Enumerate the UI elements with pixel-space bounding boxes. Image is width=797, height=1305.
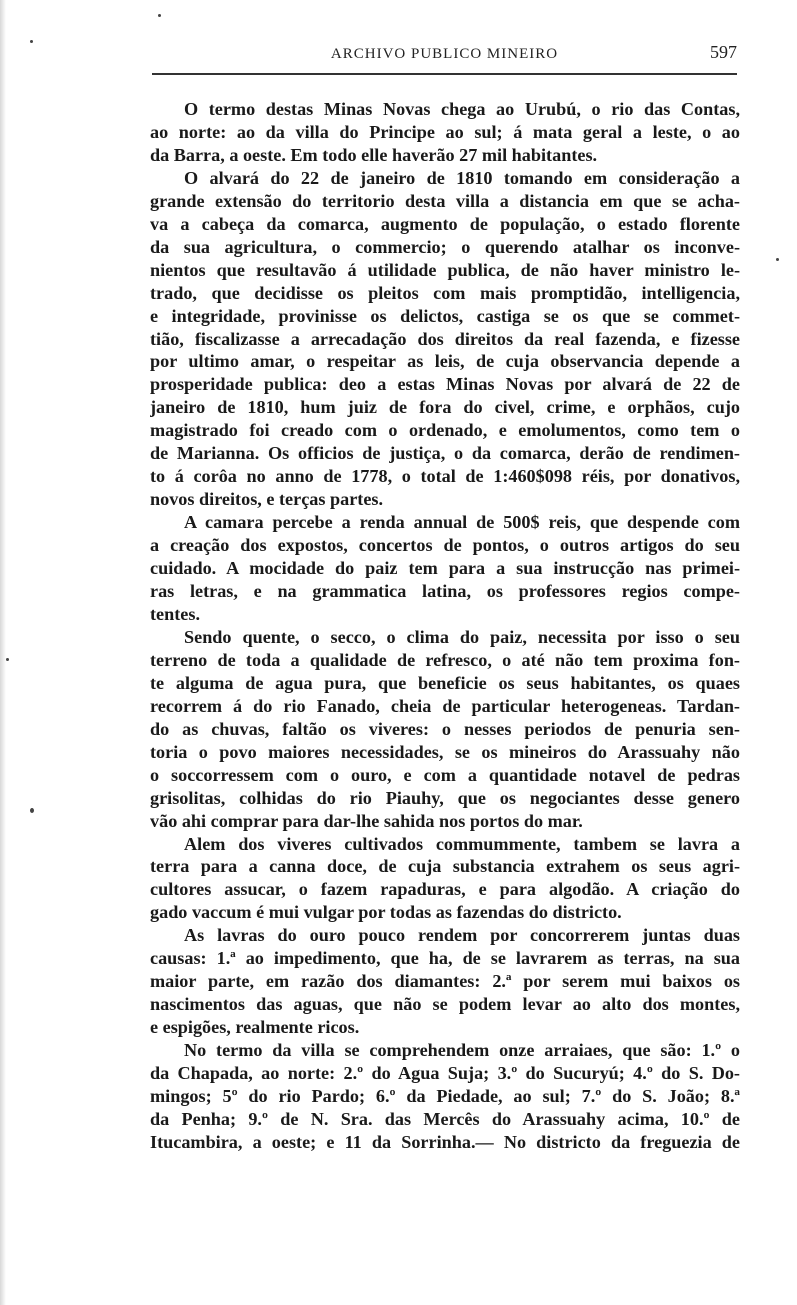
page-header: [152, 40, 737, 74]
text-line: novos direitos, e terças partes.: [150, 489, 384, 510]
text-line: o soccorressem com o ouro, e com a quantidade notavel de pedras: [150, 764, 740, 785]
text-line: tentes.: [150, 603, 200, 624]
text-line: grisolitas, colhidas do rio Piauhy, que os negociantes desse genero: [150, 787, 740, 808]
page-number: 597: [710, 42, 737, 62]
text-line: nientos que resultavão á utilidade publica, de não haver ministro le-: [150, 259, 740, 280]
text-line: da Penha; 9.º de N. Sra. das Mercês do Arassuahy acima, 10.º de: [150, 1108, 740, 1129]
text-line: tião, fiscalizasse a arrecadação dos direitos da real fazenda, e fizesse: [150, 328, 740, 349]
text-line: nascimentos das aguas, que não se podem levar ao alto dos montes,: [150, 994, 740, 1015]
text-line: maior parte, em razão dos diamantes: 2.ª por serem mui baixos os: [150, 971, 740, 992]
text-line: da Barra, a oeste. Em todo elle haverão 27 mil habitantes.: [150, 144, 598, 165]
text-line: Itucambira, a oeste; e 11 da Sorrinha.— No districto da freguezia de: [150, 1131, 740, 1152]
print-speck: [776, 258, 779, 261]
text-line: e espigões, realmente ricos.: [150, 1017, 360, 1038]
text-line: e integridade, provinisse os delictos, castiga se os que se commet-: [150, 305, 740, 326]
text-line: do as chuvas, faltão os viveres: o nesses periodos de penuria sen-: [150, 718, 740, 739]
print-speck: [158, 14, 161, 17]
text-line: da sua agricultura, o commercio; o querendo atalhar os inconve-: [150, 236, 740, 257]
text-line: terreno de toda a qualidade de refresco, o até não tem proxima fon-: [150, 649, 740, 670]
text-line: recorrem á do rio Fanado, cheia de particular heterogeneas. Tardan-: [150, 695, 740, 716]
text-line: O alvará do 22 de janeiro de 1810 tomando em consideração a: [184, 167, 740, 188]
text-line: por ultimo amar, o respeitar as leis, de cuja observancia depende a: [150, 351, 740, 372]
text-line: No termo da villa se comprehendem onze arraiaes, que são: 1.º o: [184, 1040, 740, 1061]
text-line: vão ahi comprar para dar-lhe sahida nos portos do mar.: [150, 810, 583, 831]
text-line: grande extensão do territorio desta villa a distancia em que se acha-: [150, 190, 740, 211]
text-line: ras letras, e na grammatica latina, os professores regios compe-: [150, 581, 740, 602]
print-speck: [6, 658, 9, 661]
print-speck: [30, 40, 33, 43]
text-line: magistrado foi creado com o ordenado, e emolumentos, como tem o: [150, 420, 740, 441]
text-line: mingos; 5º do rio Pardo; 6.º da Piedade, ao sul; 7.º do S. João; 8.ª: [150, 1085, 740, 1106]
text-line: prosperidade publica: deo a estas Minas Novas por alvará de 22 de: [150, 374, 740, 395]
text-line: terra para a canna doce, de cuja substancia extrahem os seus agri-: [150, 856, 740, 877]
text-line: gado vaccum é mui vulgar por todas as fazendas do districto.: [150, 902, 622, 923]
text-line: trado, que decidisse os pleitos com mais promptidão, intelligencia,: [150, 282, 740, 303]
text-line: causas: 1.ª ao impedimento, que ha, de se lavrarem as terras, na sua: [150, 948, 740, 969]
text-line: va a cabeça da comarca, augmento de população, o estado florente: [150, 213, 740, 234]
text-line: A camara percebe a renda annual de 500$ reis, que despende com: [184, 512, 740, 533]
text-line: O termo destas Minas Novas chega ao Urubú, o rio das Contas,: [184, 99, 740, 119]
text-line: Sendo quente, o secco, o clima do paiz, necessita por isso o seu: [184, 626, 740, 647]
body-text: [150, 98, 740, 1154]
text-line: da Chapada, ao norte: 2.º do Agua Suja; 3.º do Sucuryú; 4.º do S. Do-: [150, 1063, 740, 1084]
print-speck: [30, 808, 34, 813]
text-line: janeiro de 1810, hum juiz de fora do civel, crime, e orphãos, cujo: [150, 397, 740, 418]
text-line: cuidado. A mocidade do paiz tem para a sua instrucção nas primei-: [150, 558, 740, 579]
page-edge-shadow: [0, 0, 6, 1305]
text-line: As lavras do ouro pouco rendem por concorrerem juntas duas: [184, 925, 740, 946]
text-line: cultores assucar, o fazem rapaduras, e para algodão. A criação do: [150, 879, 740, 900]
header-rule: [152, 73, 737, 75]
text-line: toria o povo maiores necessidades, se os mineiros do Arassuahy não: [150, 741, 740, 762]
text-line: te alguma de agua pura, que beneficie os seus habitantes, os quaes: [150, 672, 740, 693]
text-line: Alem dos viveres cultivados commummente, tambem se lavra a: [184, 833, 740, 854]
text-line: a creação dos expostos, concertos de pontos, o outros artigos do seu: [150, 535, 740, 556]
text-line: to á corôa no anno de 1778, o total de 1:460$098 réis, por donativos,: [150, 466, 740, 487]
text-line: ao norte: ao da villa do Principe ao sul; á mata geral a leste, o ao: [150, 121, 740, 142]
running-title: ARCHIVO PUBLICO MINEIRO: [330, 46, 559, 62]
text-line: de Marianna. Os officios de justiça, o da comarca, derão de rendimen-: [150, 443, 740, 464]
